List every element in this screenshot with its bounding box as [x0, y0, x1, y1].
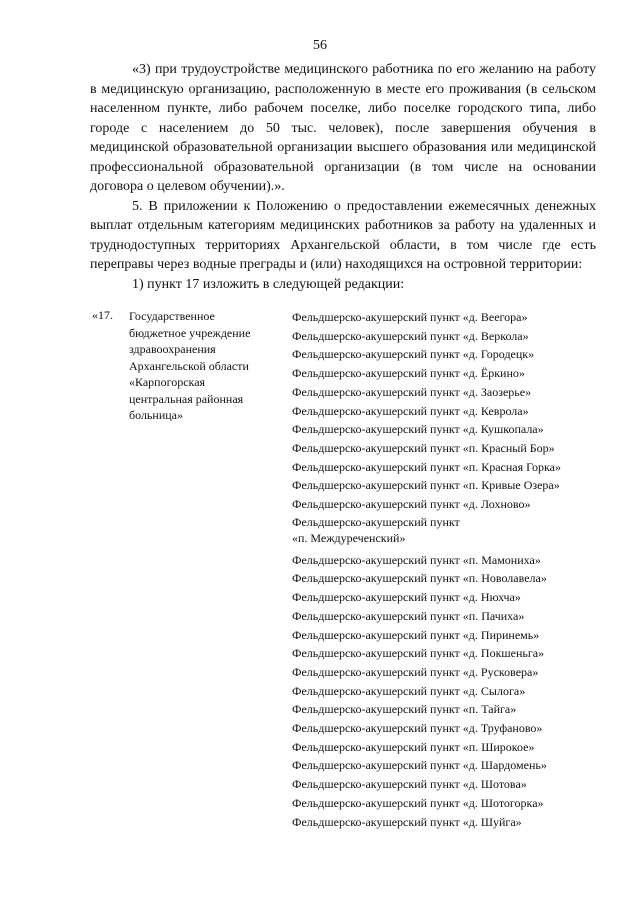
medical-point-item: Фельдшерско-акушерский пункт «д. Труфаново» — [292, 721, 543, 736]
medical-point-item — [292, 514, 592, 546]
medical-point-item: Фельдшерско-акушерский пункт «д. Пиринемь» — [292, 627, 540, 642]
organization-line: Государственное — [129, 309, 215, 323]
medical-point-item: Фельдшерско-акушерский пункт «д. Шуйга» — [292, 814, 522, 829]
medical-point-item: Фельдшерско-акушерский пункт «п. Мамониха» — [292, 552, 541, 567]
medical-point-line: Фельдшерско-акушерский пункт — [292, 514, 460, 529]
organization-line: здравоохранения — [129, 342, 216, 356]
medical-point-item: Фельдшерско-акушерский пункт «д. Ёркино» — [292, 366, 525, 381]
medical-point-item: Фельдшерско-акушерский пункт «д. Шотова» — [292, 777, 527, 792]
medical-points-list — [292, 308, 592, 831]
medical-point-item: Фельдшерско-акушерский пункт «п. Кривые Озера» — [292, 478, 560, 493]
medical-point-item: Фельдшерско-акушерский пункт «д. Веркола» — [292, 328, 529, 343]
medical-point-item: Фельдшерско-акушерский пункт «д. Кушкопала» — [292, 422, 544, 437]
medical-point-item: Фельдшерско-акушерский пункт «д. Шардомень» — [292, 758, 547, 773]
medical-point-line: «п. Междуреченский» — [292, 530, 406, 545]
page-number: 56 — [313, 38, 327, 53]
paragraph-item-3: «3) при трудоустройстве медицинского работника по его желанию на работу в медицинскую организацию, расположенную в месте его проживания (в сельском населенном пункте, либо рабочем поселке, либо поселке городского типа, либо городе с населением до 50 тыс. человек), после завершения обучения в медицинской образовательной организации высшего образования или медицинской профессиональной образовательной организации (в том числе на основании договора о целевом обучении).». — [90, 62, 596, 194]
medical-point-item: Фельдшерско-акушерский пункт «д. Шотогорка» — [292, 795, 544, 810]
medical-point-item: Фельдшерско-акушерский пункт «д. Нюхча» — [292, 590, 521, 605]
organization-name — [129, 308, 289, 424]
organization-line: больница» — [129, 408, 183, 422]
organization-line: «Карпогорская — [129, 375, 206, 389]
medical-point-item: Фельдшерско-акушерский пункт «д. Сылога» — [292, 683, 526, 698]
row-number: «17. — [92, 308, 113, 322]
medical-point-item: Фельдшерско-акушерский пункт «д. Городецк» — [292, 347, 535, 362]
organization-line: центральная районная — [129, 391, 244, 406]
organization-line: Архангельской области — [129, 358, 249, 373]
medical-point-item: Фельдшерско-акушерский пункт «д. Покшеньга» — [292, 646, 545, 661]
paragraph-subitem-1: 1) пункт 17 изложить в следующей редакции: — [132, 276, 405, 292]
medical-point-item: Фельдшерско-акушерский пункт «п. Красный Бор» — [292, 440, 555, 455]
medical-point-item: Фельдшерско-акушерский пункт «д. Кеврола» — [292, 403, 529, 418]
organization-line: бюджетное учреждение — [129, 325, 251, 340]
medical-point-item: Фельдшерско-акушерский пункт «п. Пачиха» — [292, 608, 525, 623]
medical-point-item: Фельдшерско-акушерский пункт «п. Тайга» — [292, 702, 517, 717]
medical-point-item: Фельдшерско-акушерский пункт «д. Русковера» — [292, 664, 539, 679]
paragraph-item-5: 5. В приложении к Положению о предоставлении ежемесячных денежных выплат отдельным категориям медицинских работников за работу на удаленных и труднодоступных территориях Архангельской области, в том числе где есть переправы через водные преграды и (или) находящихся на островной территории: — [90, 198, 596, 272]
medical-point-item: Фельдшерско-акушерский пункт «п. Широкое» — [292, 739, 535, 754]
medical-point-item: Фельдшерско-акушерский пункт «д. Заозерье» — [292, 384, 532, 399]
medical-point-item: Фельдшерско-акушерский пункт «д. Веегора» — [292, 310, 528, 324]
medical-point-item: Фельдшерско-акушерский пункт «п. Красная Горка» — [292, 459, 561, 474]
medical-point-item: Фельдшерско-акушерский пункт «п. Новолавела» — [292, 571, 547, 586]
medical-point-item: Фельдшерско-акушерский пункт «д. Лохново» — [292, 497, 531, 512]
document-body — [90, 60, 596, 294]
